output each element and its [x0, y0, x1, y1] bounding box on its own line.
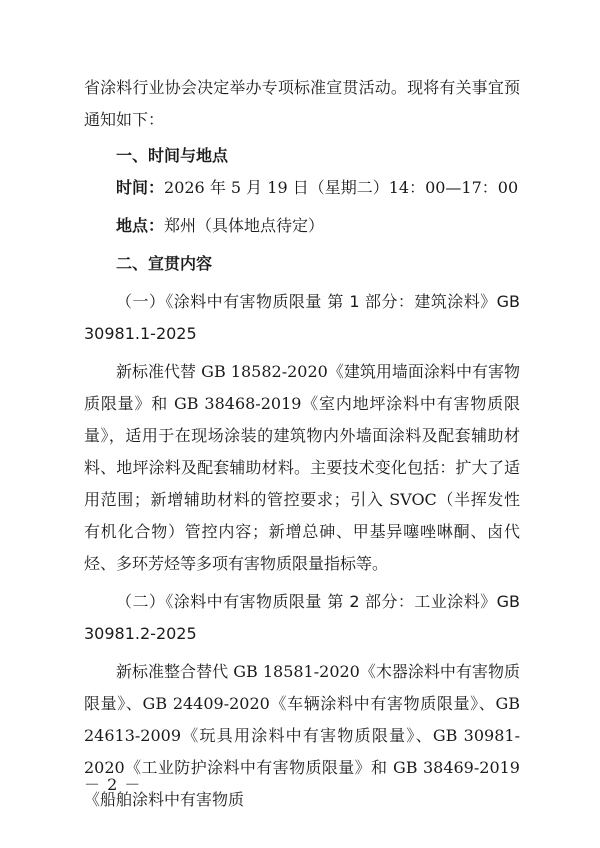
place-value: 郑州（具体地点待定） [164, 216, 325, 235]
item2-title: （二）《涂料中有害物质限量 第 2 部分：工业涂料》GB 30981.2-2025 [84, 592, 520, 643]
item1-body: 新标准代替 GB 18582-2020《建筑用墙面涂料中有害物质限量》和 GB 38468-2019《室内地坪涂料中有害物质限量》，适用于在现场涂装的建筑物内外墙面涂料及配套辅助材料、地坪涂料及配套辅助材料。主要技术变化包括：扩大了适用范围；新增辅助材料的管控要求；引入 SVOC（半挥发性有机化合物）管控内容；新增总砷、甲基异噻唑啉酮、卤代烃、多环芳烃等多项有害物质限量指标等。 [84, 362, 520, 573]
time-line [84, 172, 520, 204]
place-label: 地点： [116, 216, 165, 235]
section-heading-content: 二、宣贯内容 [116, 254, 213, 273]
item2-body: 新标准整合替代 GB 18581-2020《木器涂料中有害物质限量》、GB 24409-2020《车辆涂料中有害物质限量》、GB 24613-2009《玩具用涂料中有害物质限量》、GB 30981-2020《工业防护涂料中有害物质限量》和 GB 38469-2019《船舶涂料中有害物质 [84, 662, 520, 809]
document-body [84, 72, 520, 816]
page-number: － 2 － [84, 775, 142, 794]
intro-paragraph: 省涂料行业协会决定举办专项标准宣贯活动。现将有关事宜预通知如下： [84, 78, 520, 129]
place-line [84, 210, 520, 242]
item1-title: （一）《涂料中有害物质限量 第 1 部分：建筑涂料》GB 30981.1-2025 [84, 292, 520, 343]
section-heading-time-place: 一、时间与地点 [116, 146, 229, 165]
time-value: 2026 年 5 月 19 日（星期二）14：00—17：00 [164, 178, 519, 197]
time-label: 时间： [116, 178, 165, 197]
